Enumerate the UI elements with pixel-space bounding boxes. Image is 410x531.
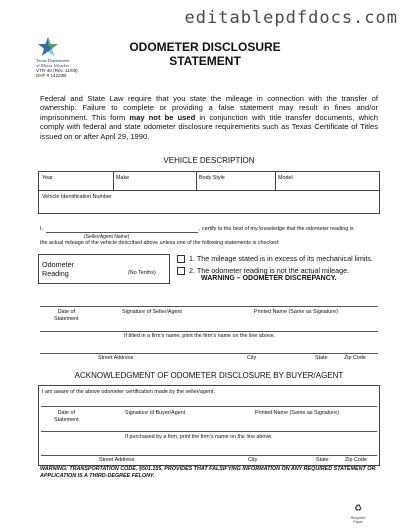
vehicle-description-table xyxy=(38,171,380,214)
buyer-address-line[interactable] xyxy=(41,455,377,456)
seller-zip-label: Zip Code xyxy=(344,355,366,361)
agency-logo xyxy=(36,36,96,79)
buyer-date-label: Date of Statement xyxy=(54,410,79,423)
buyer-street-label: Street Address xyxy=(99,457,135,463)
body-style-field[interactable]: Body Style xyxy=(199,175,225,181)
vin-field[interactable]: Vehicle Identification Number xyxy=(42,194,112,200)
model-field[interactable]: Model xyxy=(278,175,293,181)
certify-prefix: I, xyxy=(40,226,43,232)
star-logo-icon xyxy=(36,36,60,58)
intro-text-1: Federal and State Law require that you state the mileage in connection with the transfer of ownership. Failure to complete or providing a false statement may result in fines and/or imprisonment. This form xyxy=(40,94,378,122)
recycle-label-line1: Recycled xyxy=(350,516,366,520)
make-field[interactable]: Make xyxy=(116,175,130,181)
statement2-checkbox[interactable] xyxy=(177,267,185,275)
seller-agent-name-label: (Seller/Agent Name) xyxy=(84,234,130,240)
recycle-icon: ♻ xyxy=(353,504,363,514)
buyer-signature-line[interactable] xyxy=(41,406,377,407)
acknowledgement-heading: ACKNOWLEDGMENT OF ODOMETER DISCLOSURE BY BUYER/AGENT xyxy=(74,371,344,380)
seller-address-line[interactable] xyxy=(40,353,378,354)
agency-name-line1: Texas Department xyxy=(36,58,70,63)
seller-firm-note: If titled in a firm’s name, print the firm’s name on the line above. xyxy=(124,333,276,339)
form-title xyxy=(110,40,300,68)
buyer-state-label: State xyxy=(316,457,329,463)
statement1-label: 1. The mileage stated is in excess of its mechanical limits. xyxy=(189,254,374,263)
seller-signature-line[interactable] xyxy=(40,306,378,307)
seller-city-label: City xyxy=(247,355,257,361)
year-field[interactable]: Year xyxy=(42,175,53,181)
odometer-label-line2: Reading xyxy=(42,269,69,278)
acknowledgement-box xyxy=(38,385,380,466)
recycle-label-line2: Paper xyxy=(353,520,363,524)
buyer-firm-name-line[interactable] xyxy=(41,431,377,432)
buyer-zip-label: Zip Code xyxy=(345,457,367,463)
seller-printed-name-label: Printed Name (Same as Signature) xyxy=(254,309,338,315)
odometer-label-line1: Odometer xyxy=(42,260,74,269)
seller-signature-label: Signature of Seller/Agent xyxy=(122,309,182,315)
certify-line2: the actual mileage of the vehicle described above unless one of the following statements is checked: xyxy=(40,240,280,246)
seller-state-label: State xyxy=(315,355,328,361)
buyer-aware-statement: I am aware of the above odometer certification made by the seller/agent. xyxy=(42,389,215,395)
odometer-reading-box[interactable] xyxy=(38,254,170,284)
certify-suffix: , certify to the best of my knowledge that the odometer reading is xyxy=(199,226,354,232)
recycle-mark xyxy=(338,498,378,524)
intro-bold-text: may not be used xyxy=(129,112,196,122)
vehicle-description-heading: VEHICLE DESCRIPTION xyxy=(163,156,255,165)
intro-paragraph xyxy=(40,94,378,141)
odometer-unit: (No Tenths) xyxy=(128,270,156,276)
intro-text-2: in conjunction with title transfer documents, which comply with federal and state odometer disclosure requirements such as Texas Certificate of Titles issued on or after April 29, 1990. xyxy=(40,112,378,141)
seller-street-label: Street Address xyxy=(98,355,134,361)
buyer-printed-name-label: Printed Name (Same as Signature) xyxy=(255,410,339,416)
buyer-city-label: City xyxy=(248,457,258,463)
seller-date-label: Date of Statement xyxy=(54,309,79,322)
watermark-text: editablepdfdocs.com xyxy=(184,8,398,28)
odometer-discrepancy-warning: WARNING – ODOMETER DISCREPANCY. xyxy=(201,275,337,282)
buyer-signature-label: Signature of Buyer/Agent xyxy=(125,410,186,416)
form-title-line1: ODOMETER DISCLOSURE xyxy=(129,40,281,54)
seller-agent-name-input[interactable] xyxy=(46,232,198,233)
statement2-label: 2. The odometer reading is not the actual mileage. xyxy=(189,266,350,275)
footer-warning: WARNING: TRANSPORTATION CODE, §501.155, PROVIDES THAT FALSIFYING INFORMATION ON ANY REQUIRED STATEMENT OR APPLICATION IS A THIRD-DEGREE FELONY. xyxy=(40,466,376,479)
buyer-firm-note: If purchased by a firm, print the firm’s name on the line above. xyxy=(125,434,273,440)
dht-number: DHT # 14223B xyxy=(36,73,67,79)
form-number: VTR-40 (Rev. 11/09) xyxy=(36,68,78,73)
form-title-line2: STATEMENT xyxy=(169,54,241,68)
seller-firm-name-line[interactable] xyxy=(40,331,378,332)
statement1-checkbox[interactable] xyxy=(177,255,185,263)
agency-name-line2: of Motor Vehicles xyxy=(36,63,70,68)
